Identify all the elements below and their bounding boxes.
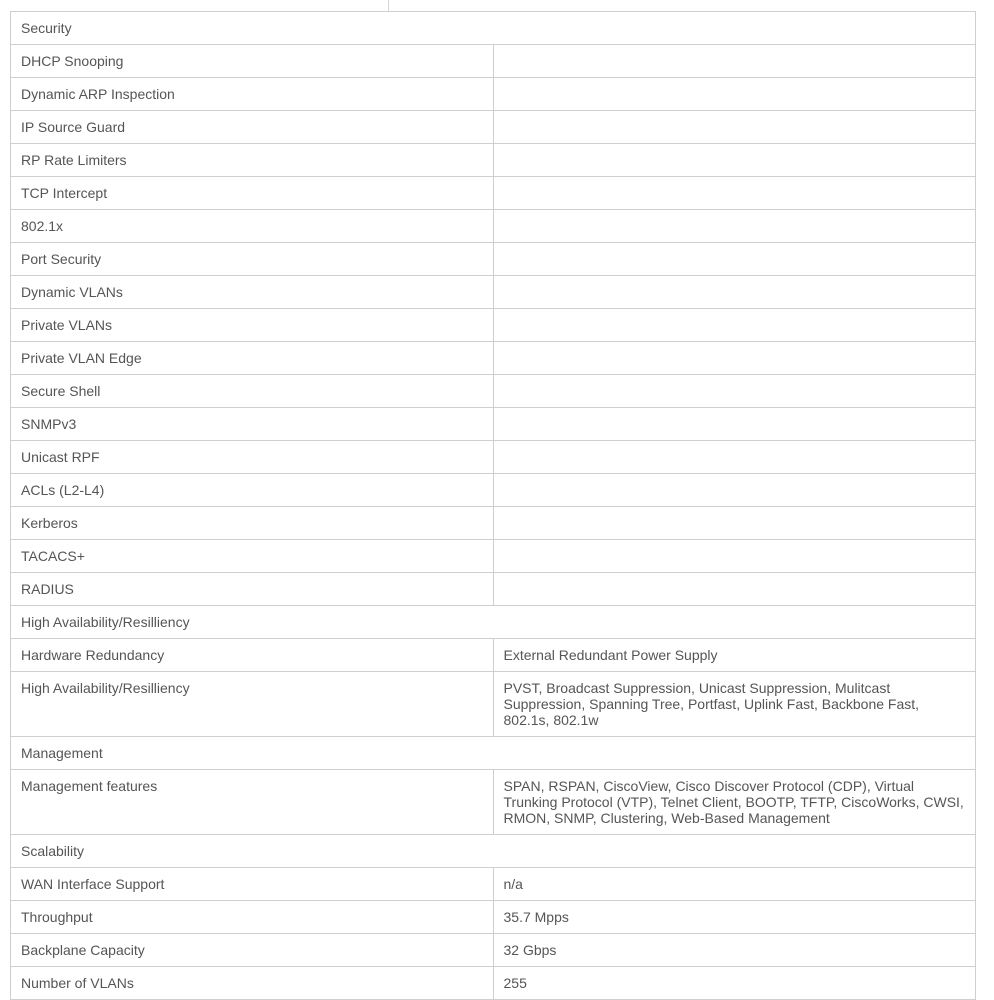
table-row <box>11 342 976 375</box>
spec-label: Dynamic VLANs <box>11 276 494 309</box>
section-header-scalability <box>11 835 976 868</box>
spec-value <box>493 45 976 78</box>
table-row <box>11 375 976 408</box>
section-title: High Availability/Resilliency <box>11 606 976 639</box>
spec-label: Hardware Redundancy <box>11 639 494 672</box>
spec-label: Dynamic ARP Inspection <box>11 78 494 111</box>
spec-label: Secure Shell <box>11 375 494 408</box>
spec-label: Private VLAN Edge <box>11 342 494 375</box>
table-row <box>11 672 976 737</box>
table-row <box>11 507 976 540</box>
spec-label: Kerberos <box>11 507 494 540</box>
table-row <box>11 111 976 144</box>
spec-label: RP Rate Limiters <box>11 144 494 177</box>
spec-value: 32 Gbps <box>493 934 976 967</box>
section-header-high-availability <box>11 606 976 639</box>
table-row <box>11 639 976 672</box>
spec-label: RADIUS <box>11 573 494 606</box>
table-row <box>11 408 976 441</box>
table-row <box>11 243 976 276</box>
spec-value <box>493 276 976 309</box>
spec-value <box>493 342 976 375</box>
table-row <box>11 934 976 967</box>
section-title: Management <box>11 737 976 770</box>
table-row <box>11 474 976 507</box>
spec-label: Throughput <box>11 901 494 934</box>
table-row <box>11 441 976 474</box>
table-row <box>11 540 976 573</box>
table-row <box>11 276 976 309</box>
spec-value: PVST, Broadcast Suppression, Unicast Suppression, Mulitcast Suppression, Spanning Tree, Portfast, Uplink Fast, Backbone Fast, 802.1s, 802.1w <box>493 672 976 737</box>
spec-value <box>493 573 976 606</box>
table-row <box>11 967 976 1000</box>
spec-label: Number of VLANs <box>11 967 494 1000</box>
spec-table <box>10 11 976 1000</box>
table-row <box>11 770 976 835</box>
section-title: Scalability <box>11 835 976 868</box>
table-row <box>11 573 976 606</box>
spec-value <box>493 375 976 408</box>
spec-label: TCP Intercept <box>11 177 494 210</box>
spec-value <box>493 78 976 111</box>
spec-label: WAN Interface Support <box>11 868 494 901</box>
spec-value <box>493 441 976 474</box>
spec-label: TACACS+ <box>11 540 494 573</box>
table-row <box>11 177 976 210</box>
table-row <box>11 309 976 342</box>
spec-value <box>493 309 976 342</box>
column-divider-stub <box>388 0 389 11</box>
table-row <box>11 210 976 243</box>
table-row <box>11 901 976 934</box>
spec-value <box>493 210 976 243</box>
spec-label: ACLs (L2-L4) <box>11 474 494 507</box>
spec-value <box>493 474 976 507</box>
spec-value <box>493 408 976 441</box>
spec-label: 802.1x <box>11 210 494 243</box>
spec-label: Backplane Capacity <box>11 934 494 967</box>
spec-value: 255 <box>493 967 976 1000</box>
spec-value <box>493 177 976 210</box>
section-title: Security <box>11 12 976 45</box>
spec-label: DHCP Snooping <box>11 45 494 78</box>
spec-label: Private VLANs <box>11 309 494 342</box>
section-header-security <box>11 12 976 45</box>
spec-value: SPAN, RSPAN, CiscoView, Cisco Discover Protocol (CDP), Virtual Trunking Protocol (VTP), Telnet Client, BOOTP, TFTP, CiscoWorks, CWSI, RMON, SNMP, Clustering, Web-Based Management <box>493 770 976 835</box>
table-row <box>11 78 976 111</box>
spec-label: Unicast RPF <box>11 441 494 474</box>
spec-label: IP Source Guard <box>11 111 494 144</box>
spec-value: 35.7 Mpps <box>493 901 976 934</box>
table-row <box>11 144 976 177</box>
spec-value: n/a <box>493 868 976 901</box>
spec-value <box>493 507 976 540</box>
spec-label: SNMPv3 <box>11 408 494 441</box>
table-row <box>11 45 976 78</box>
spec-value: External Redundant Power Supply <box>493 639 976 672</box>
section-header-management <box>11 737 976 770</box>
spec-label: High Availability/Resilliency <box>11 672 494 737</box>
spec-label: Management features <box>11 770 494 835</box>
spec-label: Port Security <box>11 243 494 276</box>
spec-value <box>493 144 976 177</box>
table-row <box>11 868 976 901</box>
spec-value <box>493 111 976 144</box>
spec-value <box>493 243 976 276</box>
spec-value <box>493 540 976 573</box>
